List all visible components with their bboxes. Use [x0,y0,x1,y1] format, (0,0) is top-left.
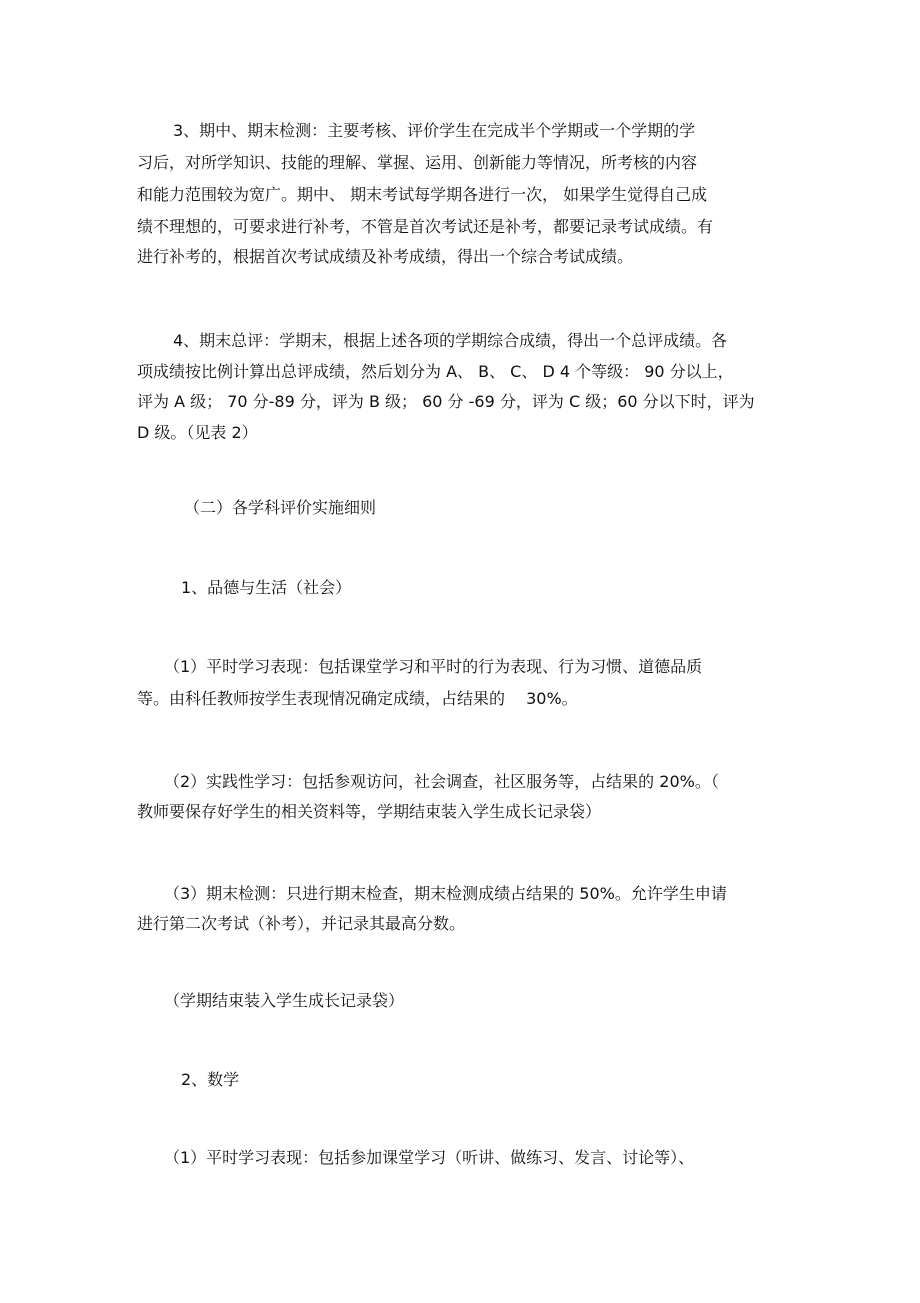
paragraph-line: 4、期末总评：学期末，根据上述各项的学期综合成绩，得出一个总评成绩。各 [173,331,728,350]
paragraph-line: 项成绩按比例计算出总评成绩，然后划分为 A、 B、 C、 D 4 个等级： 90 分以上， [137,362,734,381]
note-line: （学期结束装入学生成长记录袋） [164,991,405,1010]
section-heading: （二）各学科评价实施细则 [184,498,377,517]
paragraph-line: 评为 A 级； 70 分-89 分，评为 B 级； 60 分 -69 分，评为 C 级；60 分以下时，评为 [137,392,755,411]
paragraph-line: 绩不理想的，可要求进行补考，不管是首次考试还是补考，都要记录考试成绩。有 [137,217,714,236]
paragraph-line: 3、期中、期末检测：主要考核、评价学生在完成半个学期或一个学期的学 [173,121,696,140]
paragraph-line: 习后，对所学知识、技能的理解、掌握、运用、创新能力等情况，所考核的内容 [137,153,698,172]
paragraph-line: D 级。（见表 2） [137,423,258,442]
paragraph-line: （2）实践性学习：包括参观访问，社会调查，社区服务等，占结果的 20%。（ [164,772,719,791]
paragraph-line: 等。由科任教师按学生表现情况确定成绩，占结果的 30%。 [137,689,578,708]
subject-title: 1、品德与生活（社会） [181,578,352,597]
paragraph-line: （3）期末检测：只进行期末检查，期末检测成绩占结果的 50%。允许学生申请 [164,884,727,903]
paragraph-line: 和能力范围较为宽广。期中、 期末考试每学期各进行一次， 如果学生觉得自己成 [137,185,708,204]
subject-title: 2、数学 [181,1070,240,1089]
paragraph-line: （1）平时学习表现：包括课堂学习和平时的行为表现、行为习惯、道德品质 [164,657,703,676]
paragraph-line: 进行补考的，根据首次考试成绩及补考成绩，得出一个综合考试成绩。 [137,247,634,266]
paragraph-line: 教师要保存好学生的相关资料等，学期结束装入学生成长记录袋） [137,802,602,821]
paragraph-line: （1）平时学习表现：包括参加课堂学习（听讲、做练习、发言、讨论等）、 [164,1148,695,1167]
paragraph-line: 进行第二次考试（补考），并记录其最高分数。 [137,914,466,933]
